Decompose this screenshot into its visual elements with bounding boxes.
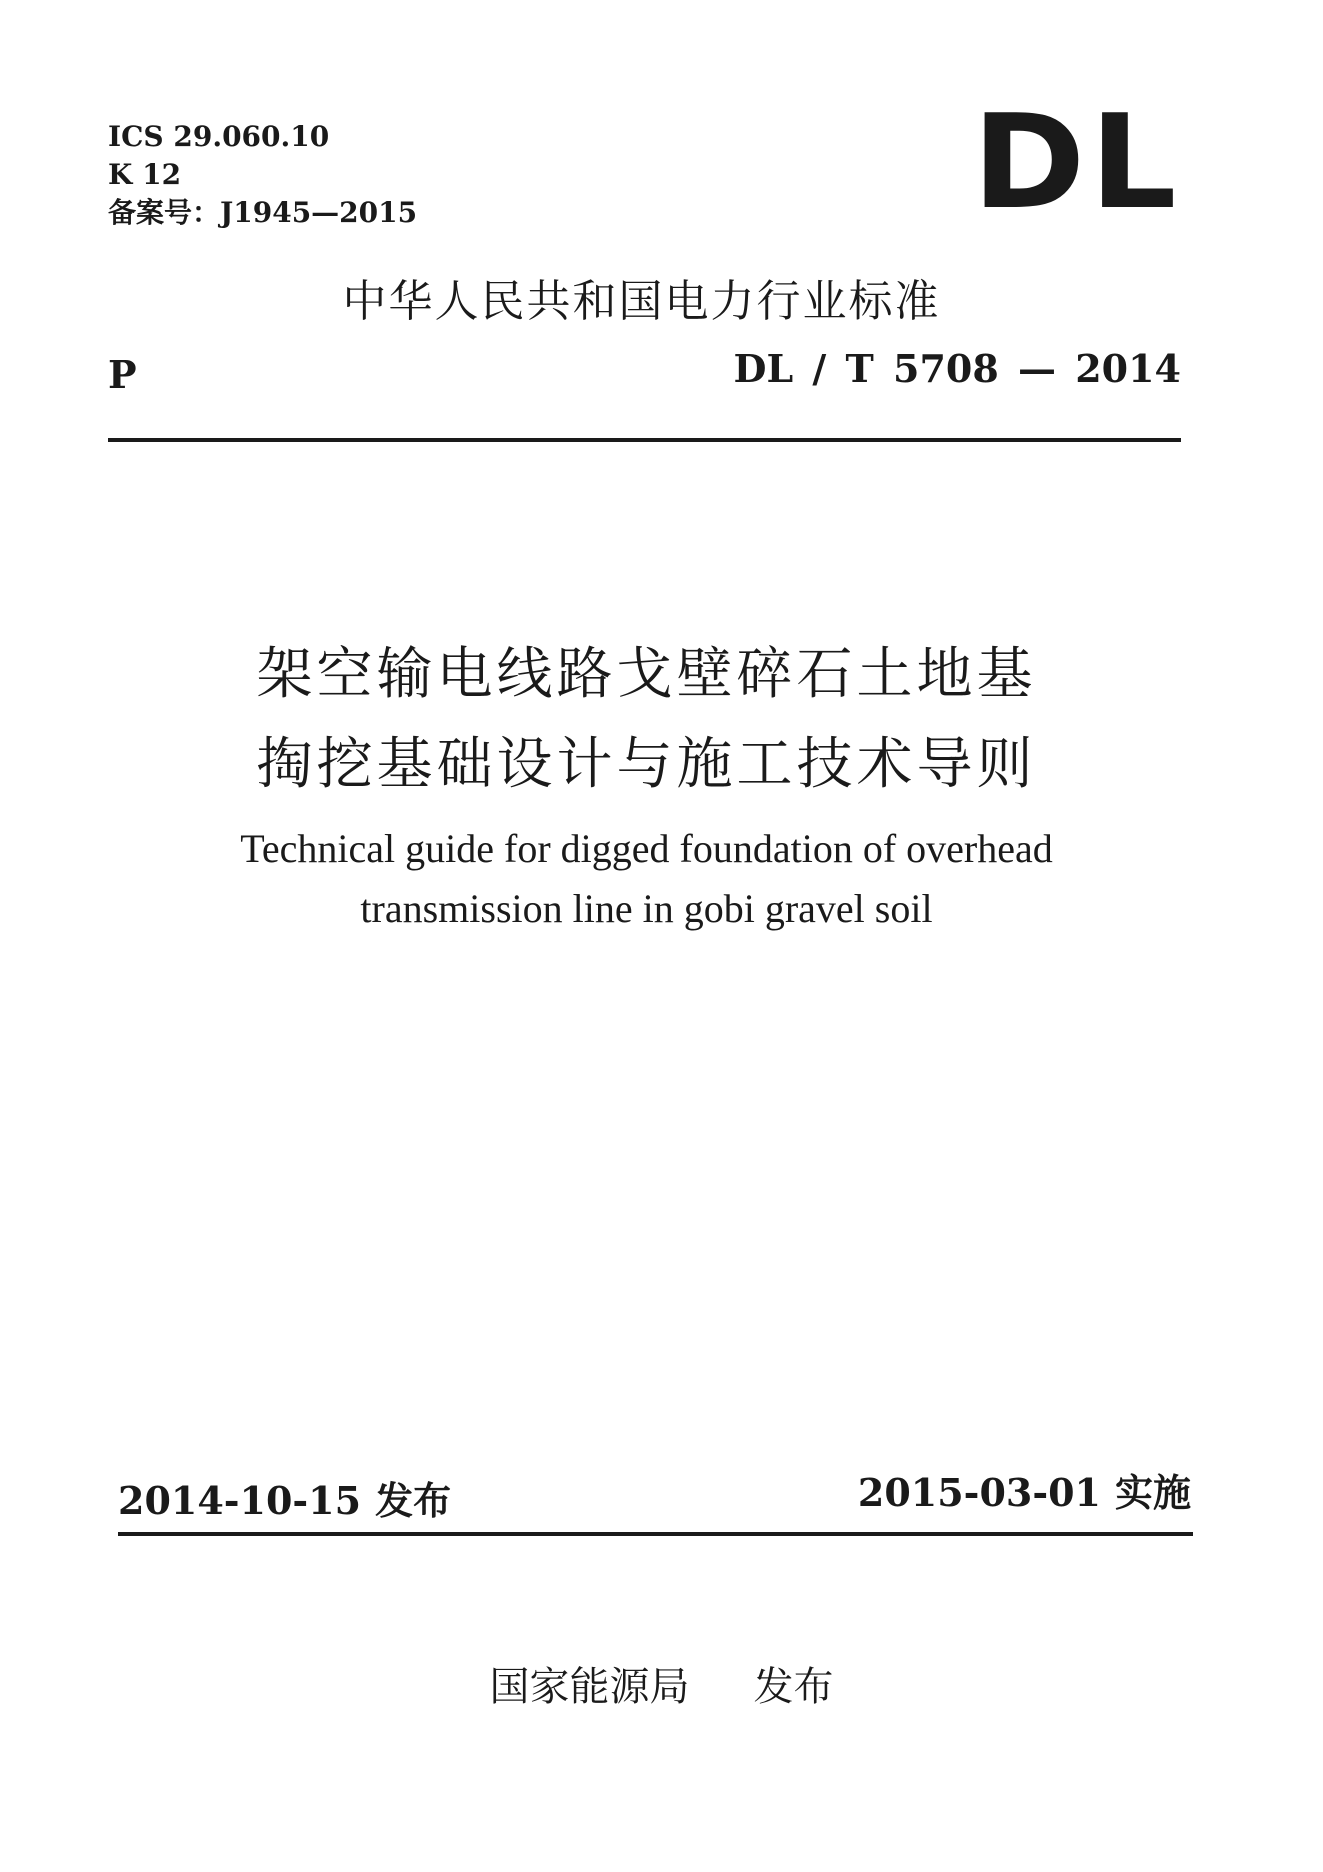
classification-code: K 12 <box>108 158 182 191</box>
document-metadata <box>108 118 417 232</box>
top-divider <box>108 438 1181 442</box>
title-zh-line1: 架空输电线路戈壁碎石土地基 <box>256 642 1037 707</box>
effective-date: 2015-03-01 <box>857 1470 1101 1515</box>
issue-date: 2014-10-15 <box>118 1478 362 1523</box>
issue-date-block <box>118 1470 451 1525</box>
effective-label: 实施 <box>1114 1471 1191 1515</box>
dl-logo: DL <box>972 86 1181 238</box>
issuer-name: 国家能源局 <box>489 1664 690 1710</box>
issue-label: 发布 <box>375 1479 452 1523</box>
issuer-block <box>0 1655 1323 1712</box>
standard-number: DL / T 5708 — 2014 <box>733 346 1181 391</box>
effective-date-block <box>858 1462 1191 1517</box>
title-en-line1: Technical guide for digged foundation of overhead <box>240 826 1053 871</box>
category-letter: P <box>108 352 137 397</box>
title-en-line2: transmission line in gobi gravel soil <box>360 886 933 931</box>
title-zh-line2: 掏挖基础设计与施工技术导则 <box>256 732 1037 797</box>
record-number: 备案号：J1945—2015 <box>108 196 418 229</box>
issuer-action: 发布 <box>753 1664 834 1710</box>
ics-code: ICS 29.060.10 <box>108 120 330 153</box>
bottom-divider <box>118 1532 1193 1536</box>
industry-standard-heading: 中华人民共和国电力行业标准 <box>342 276 941 327</box>
